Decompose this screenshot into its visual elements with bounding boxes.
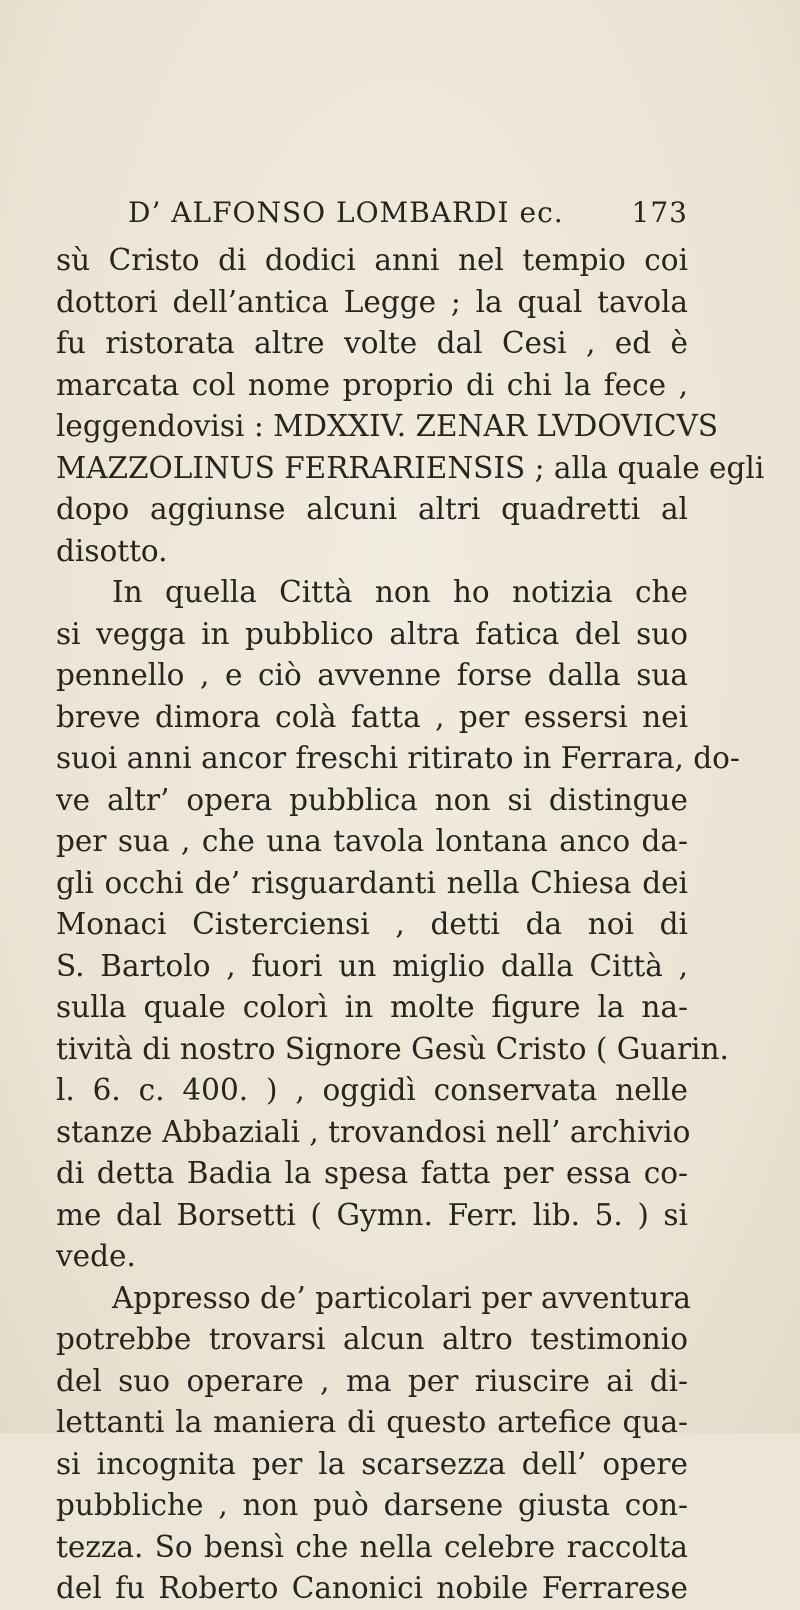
- text-line: del fu Roberto Canonici nobile Ferrarese: [56, 1571, 688, 1605]
- text-line: fu ristorata altre volte dal Cesi , ed è: [56, 326, 688, 360]
- text-line: tività di nostro Signore Gesù Cristo ( Guarin.: [56, 1031, 729, 1066]
- text-line: ve altr’ opera pubblica non si distingue: [56, 782, 688, 817]
- page-number: 173: [631, 196, 688, 229]
- text-line: stanze Abbaziali , trovandosi nell’ archivio: [56, 1114, 691, 1149]
- text-line: suoi anni ancor freschi ritirato in Ferrara, do-: [56, 741, 740, 775]
- text-line: sù Cristo di dodici anni nel tempio coi: [56, 243, 688, 277]
- text-line: Monaci Cisterciensi , detti da noi di: [56, 907, 688, 941]
- text-line: dopo aggiunse alcuni altri quadretti al: [56, 492, 688, 526]
- page-header: [128, 196, 688, 240]
- text-line: l. 6. c. 400. ) , oggidì conservata nelle: [56, 1073, 688, 1107]
- text-line: gli occhi de’ risguardanti nella Chiesa dei: [56, 865, 688, 900]
- text-line: dottori dell’antica Legge ; la qual tavola: [56, 284, 688, 319]
- text-line: si incognita per la scarsezza dell’ opere: [56, 1446, 688, 1481]
- text-line: MAZZOLINUS FERRARIENSIS ; alla quale egli: [56, 450, 765, 485]
- text-line: S. Bartolo , fuori un miglio dalla Città ,: [56, 948, 688, 983]
- text-line: me dal Borsetti ( Gymn. Ferr. lib. 5. ) si: [56, 1197, 688, 1232]
- text-line: sulla quale colorì in molte figure la na-: [56, 990, 688, 1024]
- text-line: si vegga in pubblico altra fatica del suo: [56, 616, 688, 651]
- text-line: di detta Badia la spesa fatta per essa co-: [56, 1156, 688, 1190]
- text-line: disotto.: [56, 533, 168, 568]
- text-line: breve dimora colà fatta , per essersi nei: [56, 699, 688, 734]
- text-line: pennello , e ciò avvenne forse dalla sua: [56, 658, 688, 692]
- text-line: In quella Città non ho notizia che: [112, 575, 688, 609]
- text-line: leggendovisi : MDXXIV. ZENAR LVDOVICVS: [56, 409, 719, 443]
- text-line: tezza. So bensì che nella celebre raccolta: [56, 1529, 688, 1564]
- text-line: lettanti la maniera di questo artefice qua-: [56, 1405, 688, 1439]
- text-line: marcata col nome proprio di chi la fece ,: [56, 367, 688, 402]
- text-line: del suo operare , ma per riuscire ai di-: [56, 1363, 688, 1398]
- body-text: [56, 240, 765, 1610]
- running-title: D’ ALFONSO LOMBARDI ec.: [128, 196, 564, 229]
- text-line: Appresso de’ particolari per avventura: [112, 1280, 691, 1315]
- text-line: potrebbe trovarsi alcun altro testimonio: [56, 1322, 688, 1356]
- text-line: vede.: [56, 1239, 136, 1273]
- text-line: pubbliche , non può darsene giusta con-: [56, 1488, 688, 1522]
- text-line: per sua , che una tavola lontana anco da-: [56, 824, 688, 858]
